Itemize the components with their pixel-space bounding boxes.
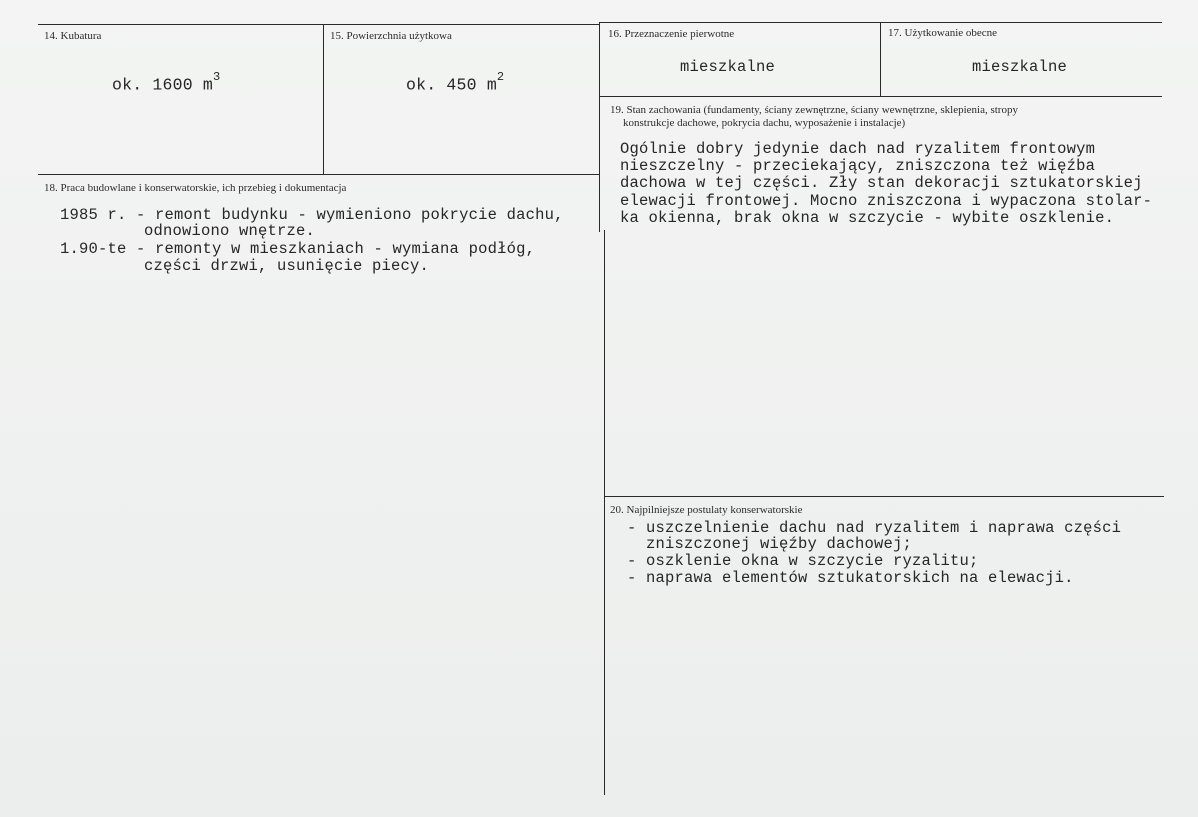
field-19-line-5: ka okienna, brak okna w szczycie - wybite oszklenie. bbox=[620, 209, 1115, 227]
rule-bottom-16-17 bbox=[600, 96, 1162, 97]
field-15-value bbox=[406, 72, 504, 94]
field-16-value: mieszkalne bbox=[680, 58, 776, 76]
rule-center-lower bbox=[604, 230, 605, 795]
field-20-line-4: - naprawa elementów sztukatorskich na elewacji. bbox=[627, 569, 1074, 587]
rule-bottom-14-15 bbox=[38, 174, 599, 175]
field-19-line-3: dachowa w tej części. Zły stan dekoracji sztukatorskiej bbox=[620, 174, 1143, 192]
field-17-value: mieszkalne bbox=[972, 58, 1068, 76]
field-18-label: 18. Praca budowlane i konserwatorskie, ich przebieg i dokumentacja bbox=[44, 182, 347, 194]
field-15-value-text: ok. 450 m bbox=[406, 75, 497, 95]
field-19-label-line-1: 19. Stan zachowania (fundamenty, ściany zewnętrzne, ściany wewnętrzne, sklepienia, stropy bbox=[610, 104, 1018, 116]
rule-center bbox=[599, 22, 600, 232]
field-15-label: 15. Powierzchnia użytkowa bbox=[330, 30, 452, 42]
field-19-line-1: Ogólnie dobry jedynie dach nad ryzalitem frontowym bbox=[620, 140, 1096, 158]
rule-top-20 bbox=[604, 496, 1164, 497]
field-14-label: 14. Kubatura bbox=[44, 30, 102, 42]
field-19-label-line-2: konstrukcje dachowe, pokrycia dachu, wyposażenie i instalacje) bbox=[623, 117, 906, 129]
field-18-line-3: 1.90-te - remonty w mieszkaniach - wymiana podłóg, bbox=[60, 240, 536, 258]
field-14-value bbox=[112, 72, 220, 94]
rule-14-15 bbox=[323, 24, 324, 174]
field-20-line-1: - uszczelnienie dachu nad ryzalitem i naprawa części bbox=[627, 519, 1122, 537]
rule-top-left bbox=[38, 24, 599, 25]
field-18-line-1: 1985 r. - remont budynku - wymieniono pokrycie dachu, bbox=[60, 206, 564, 224]
field-16-label: 16. Przeznaczenie pierwotne bbox=[608, 28, 735, 40]
field-15-exponent: 2 bbox=[496, 70, 505, 84]
field-20-line-2: zniszczonej więźby dachowej; bbox=[627, 535, 913, 553]
field-18-line-2: odnowiono wnętrze. bbox=[68, 222, 316, 240]
rule-16-17 bbox=[880, 22, 881, 97]
field-20-line-3: - oszklenie okna w szczycie ryzalitu; bbox=[627, 552, 979, 570]
field-14-value-text: ok. 1600 m bbox=[112, 75, 214, 95]
field-14-exponent: 3 bbox=[213, 70, 221, 84]
field-18-line-4: części drzwi, usunięcie piecy. bbox=[68, 257, 430, 275]
field-19-line-4: elewacji frontowej. Mocno zniszczona i wypaczona stolar- bbox=[620, 192, 1153, 210]
field-20-label: 20. Najpilniejsze postulaty konserwatorskie bbox=[610, 504, 803, 516]
rule-top-right bbox=[600, 22, 1162, 23]
field-19-line-2: nieszczelny - przeciekający, zniszczona też więźba bbox=[620, 157, 1096, 175]
field-17-label: 17. Użytkowanie obecne bbox=[888, 27, 998, 39]
